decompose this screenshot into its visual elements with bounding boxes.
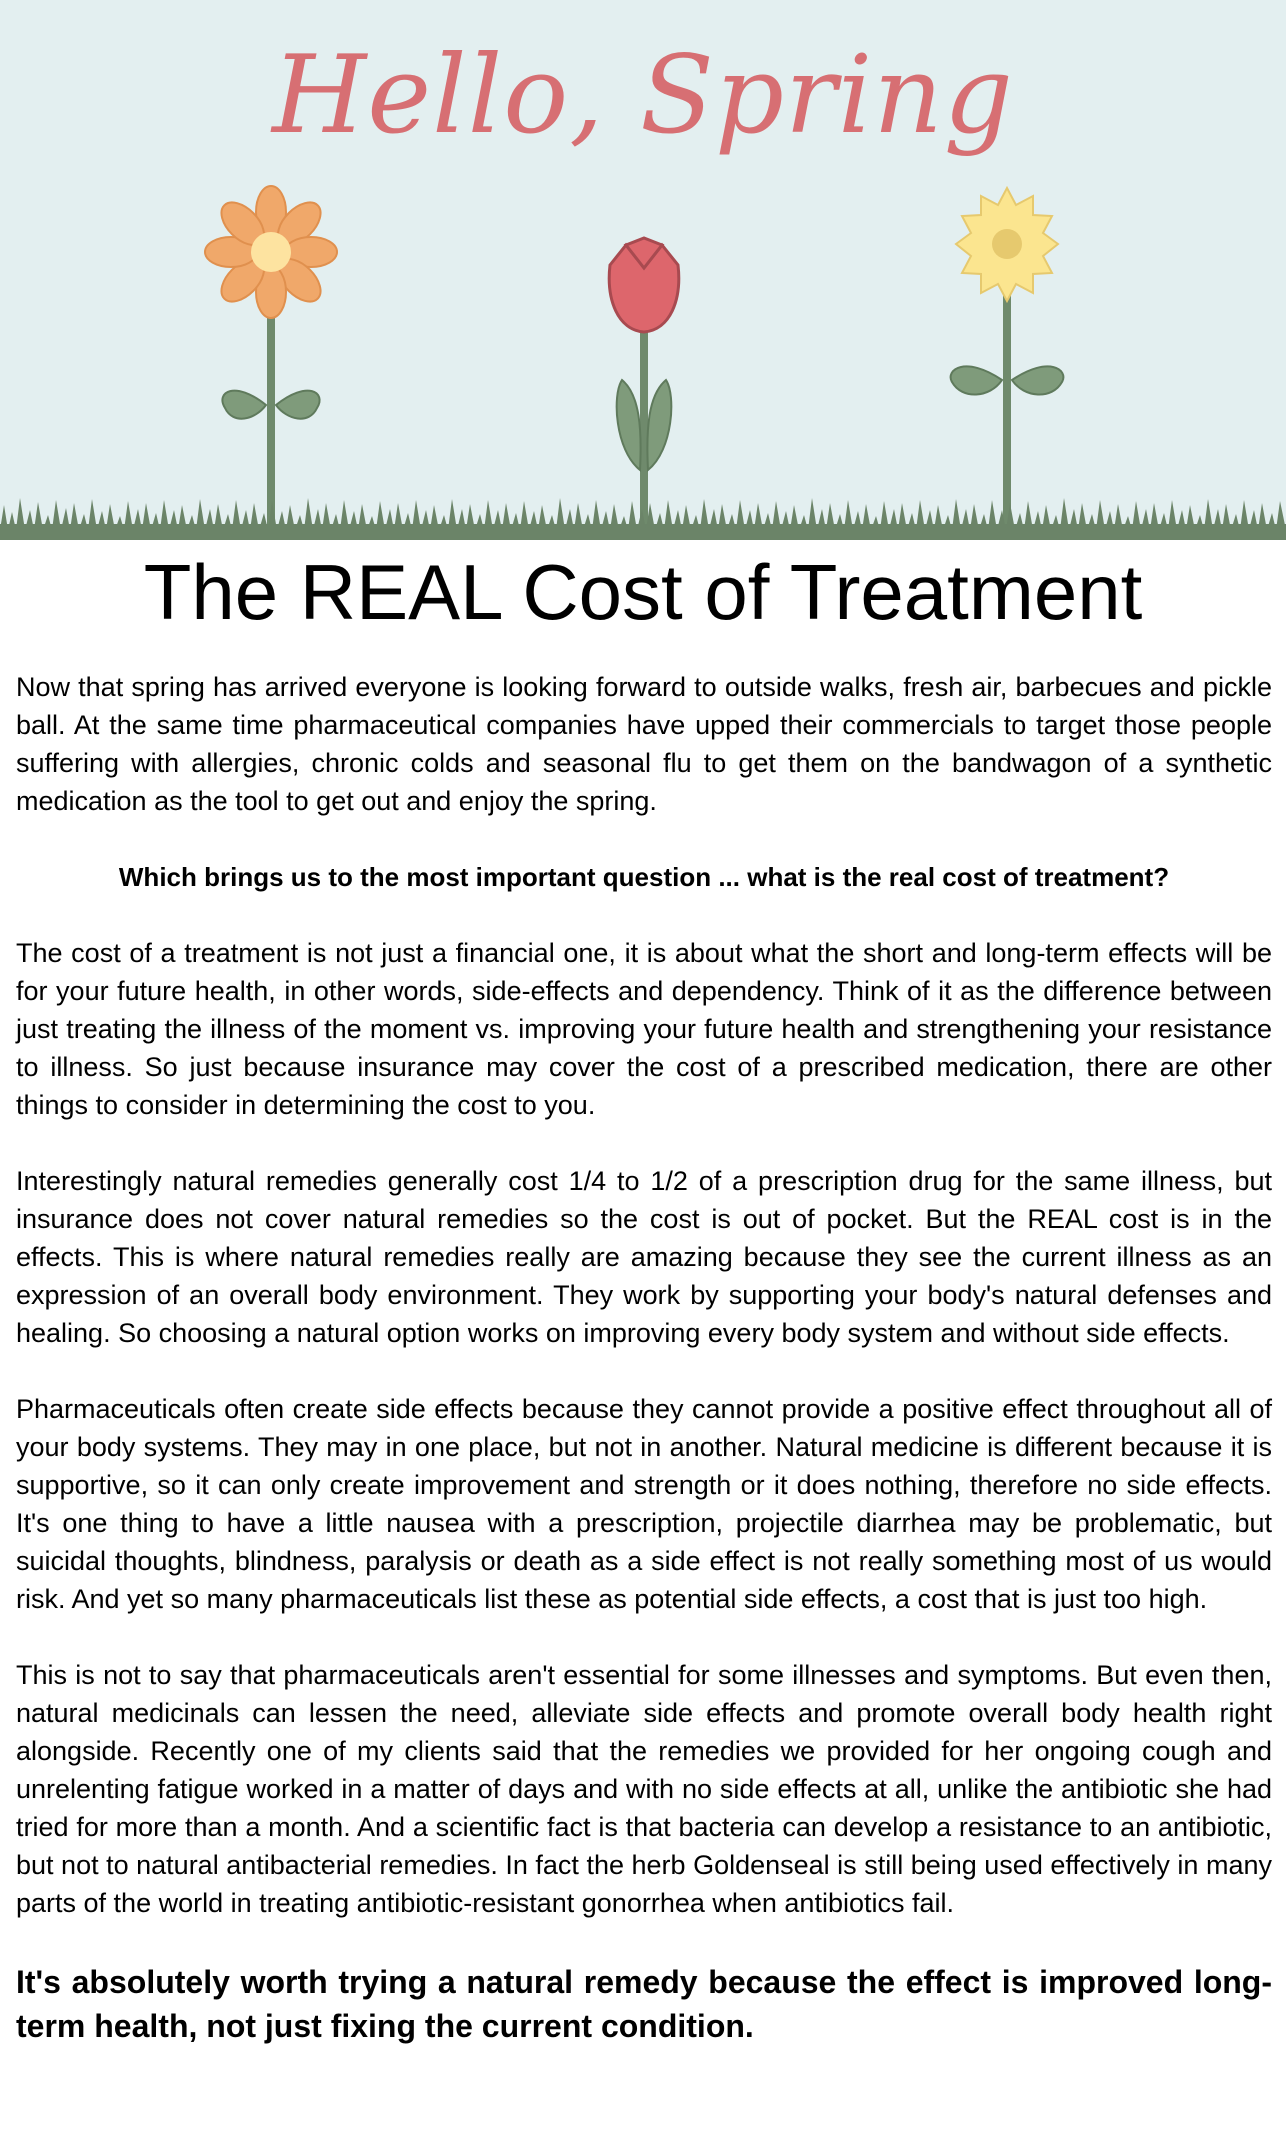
paragraph-pharmaceuticals: This is not to say that pharmaceuticals aren't essential for some illnesses and symptoms. But even then, natural medicinals can lessen the need, alleviate side effects and promote overall body health right alongside. Recently one of my clients said that the remedies we provided for her ongoing cough and unrelenting fatigue worked in a matter of days and with no side effects at all, unlike the antibiotic she had tried for more than a month. And a scientific fact is that bacteria can develop a resistance to an antibiotic, but not to natural antibacterial remedies. In fact the herb Goldenseal is still being used effectively in many parts of the world in treating antibiotic-resistant gonorrhea when antibiotics fail.	[16, 1660, 1272, 1918]
closing-statement: It's absolutely worth trying a natural remedy because the effect is improved long-term health, not just fixing the current condition.	[16, 1964, 1272, 2044]
key-question: Which brings us to the most important question ... what is the real cost of treatment?	[118, 862, 1170, 892]
paragraph-natural-remedies: Interestingly natural remedies generally cost 1/4 to 1/2 of a prescription drug for the same illness, but insurance does not cover natural remedies so the cost is out of pocket. But the REAL cost is in the effects. This is where natural remedies really are amazing because they see the current illness as an expression of an overall body environment. They work by supporting your body's natural defenses and healing. So choosing a natural option works on improving every body system and without side effects.	[16, 1166, 1272, 1348]
hello-spring-greeting: Hello, Spring	[272, 33, 1014, 158]
paragraph-cost: The cost of a treatment is not just a financial one, it is about what the short and long-term effects will be for your future health, in other words, side-effects and dependency. Think of it as the difference between just treating the illness of the moment vs. improving your future health and strengthening your resistance to illness. So just because insurance may cover the cost of a prescribed medication, there are other things to consider in determining the cost to you.	[16, 938, 1272, 1120]
article-title: The REAL Cost of Treatment	[143, 548, 1143, 636]
spring-banner	[0, 0, 1286, 540]
paragraph-intro: Now that spring has arrived everyone is looking forward to outside walks, fresh air, barbecues and pickle ball. At the same time pharmaceutical companies have upped their commercials to target those people suffering with allergies, chronic colds and seasonal flu to get them on the bandwagon of a synthetic medication as the tool to get out and enjoy the spring.	[16, 672, 1272, 816]
yellow-flower-icon	[951, 188, 1064, 535]
orange-flower-icon	[205, 186, 337, 535]
article-body	[16, 668, 1272, 2086]
tulip-icon	[609, 238, 679, 535]
paragraph-side-effects: Pharmaceuticals often create side effects because they cannot provide a positive effect throughout all of your body systems. They may in one place, but not in another. Natural medicine is different because it is supportive, so it can only create improvement and strength or it does nothing, therefore no side effects. It's one thing to have a little nausea with a prescription, projectile diarrhea may be problematic, but suicidal thoughts, blindness, paralysis or death as a side effect is not really something most of us would risk. And yet so many pharmaceuticals list these as potential side effects, a cost that is just too high.	[16, 1394, 1272, 1614]
